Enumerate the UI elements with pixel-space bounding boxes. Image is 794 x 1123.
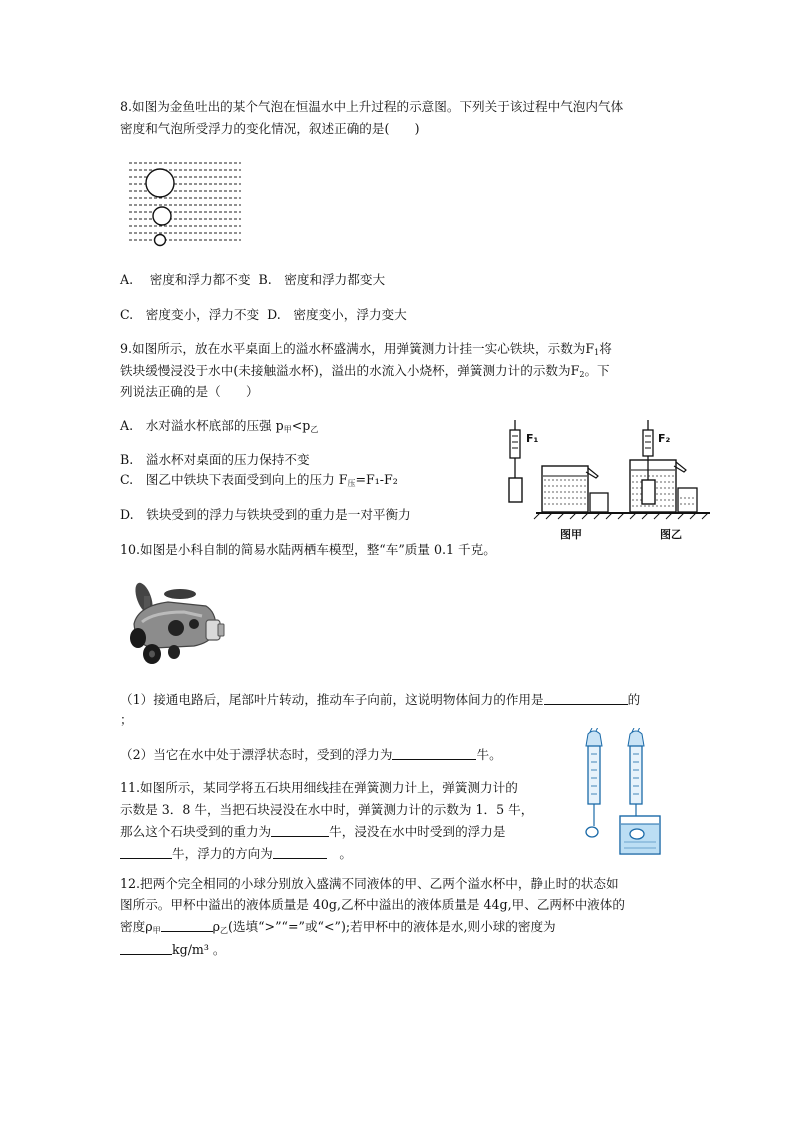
q9-stem-line3: 列说法正确的是（ ） <box>120 384 259 399</box>
q12-line2: 图所示。甲杯中溢出的液体质量是 40g,乙杯中溢出的液体质量是 44g,甲、乙两杯中液体的 <box>120 897 625 912</box>
q11-blank-2[interactable] <box>120 846 172 859</box>
q10-part1: （1）接通电路后，尾部叶片转动，推动车子向前，这说明物体间力的作用是 的 <box>120 692 641 707</box>
q9-option-d[interactable]: D. 铁块受到的浮力与铁块受到的重力是一对平衡力 <box>120 507 411 522</box>
stone-left <box>586 827 598 837</box>
stone-spring-scale-figure <box>574 728 670 858</box>
q11-blank-3[interactable] <box>273 846 327 859</box>
q12-line3: 密度$\rho_甲$ $\rho_乙$(选填“>”“=”或“<”);若甲杯中的液体是水,则小球的密度为 <box>120 919 556 935</box>
caption-jia: 图甲 <box>560 528 582 541</box>
q12-line1: 12.把两个完全相同的小球分别放入盛满不同液体的甲、乙两个溢水杯中，静止时的状态如 <box>120 876 619 891</box>
q9-stem-line1: 9.如图所示，放在水平桌面上的溢水杯盛满水，用弹簧测力计挂一实心铁块，示数为$F_1$将 <box>120 341 612 357</box>
amphibious-car-photo <box>124 576 234 668</box>
q8-option-a[interactable]: A. 密度和浮力都不变 <box>120 272 251 287</box>
spring-scale-left <box>510 430 520 458</box>
bubble-large <box>146 169 174 197</box>
iron-block-left <box>509 478 522 502</box>
q8-stem-line2: 密度和气泡所受浮力的变化情况，叙述正确的是( ) <box>120 121 420 136</box>
bubble-small <box>155 235 166 246</box>
q10-part1-wrap: ； <box>120 712 133 727</box>
q10-blank-2[interactable] <box>392 747 476 760</box>
q12-blank-1[interactable] <box>161 919 213 932</box>
label-f1: F₁ <box>526 432 539 445</box>
q8-option-b[interactable]: B. 密度和浮力都变大 <box>258 272 386 287</box>
q11-line1: 11.如图所示，某同学将五石块用细线挂在弹簧测力计上，弹簧测力计的 <box>120 780 518 795</box>
q9-option-b[interactable]: B. 溢水杯对桌面的压力保持不变 <box>120 452 310 467</box>
overflow-cup-figure <box>500 418 715 545</box>
q8-option-d[interactable]: D. 密度变小，浮力变大 <box>267 307 407 322</box>
q8-stem-line1: 8.如图为金鱼吐出的某个气泡在恒温水中上升过程的示意图。下列关于该过程中气泡内气体 <box>120 99 624 114</box>
bubble-figure <box>126 158 244 248</box>
q10-stem: 10.如图是小科自制的简易水陆两栖车模型，整“车”质量 0.1 千克。 <box>120 542 496 557</box>
q11-line4: 牛，浮力的方向为 。 <box>120 844 352 863</box>
iron-block-right <box>642 480 655 504</box>
q8-options-row2 <box>120 305 407 324</box>
q9-option-c[interactable]: C. 图乙中铁块下表面受到向上的压力 $F_压=F_1-F_2$ <box>120 472 398 488</box>
q9-option-a[interactable]: A. 水对溢水杯底部的压强 $p_甲<p_乙$ <box>120 418 319 434</box>
q9-stem-line2: 铁块缓慢浸没于水中(未接触溢水杯)，溢出的水流入小烧杯，弹簧测力计的示数为$F_2$。下 <box>120 363 610 379</box>
label-f2: F₂ <box>658 432 671 445</box>
q12-blank-2[interactable] <box>120 942 172 955</box>
spring-scale-right <box>643 430 653 456</box>
q8-options-row1 <box>120 270 385 289</box>
q11-blank-1[interactable] <box>271 824 329 837</box>
q8-option-c[interactable]: C. 密度变小，浮力不变 <box>120 307 260 322</box>
q11-line3: 那么这个石块受到的重力为 牛，浸没在水中时受到的浮力是 <box>120 824 506 839</box>
stone-right <box>630 829 644 839</box>
q12-line4: kg/m³ 。 <box>120 940 226 959</box>
q11-line2: 示数是 3．8 牛，当把石块浸没在水中时，弹簧测力计的示数为 1．5 牛， <box>120 802 534 817</box>
q10-blank-1[interactable] <box>544 692 628 705</box>
caption-yi: 图乙 <box>660 528 682 541</box>
q10-part2: （2）当它在水中处于漂浮状态时，受到的浮力为 牛。 <box>120 747 502 762</box>
bubble-medium <box>153 207 171 225</box>
